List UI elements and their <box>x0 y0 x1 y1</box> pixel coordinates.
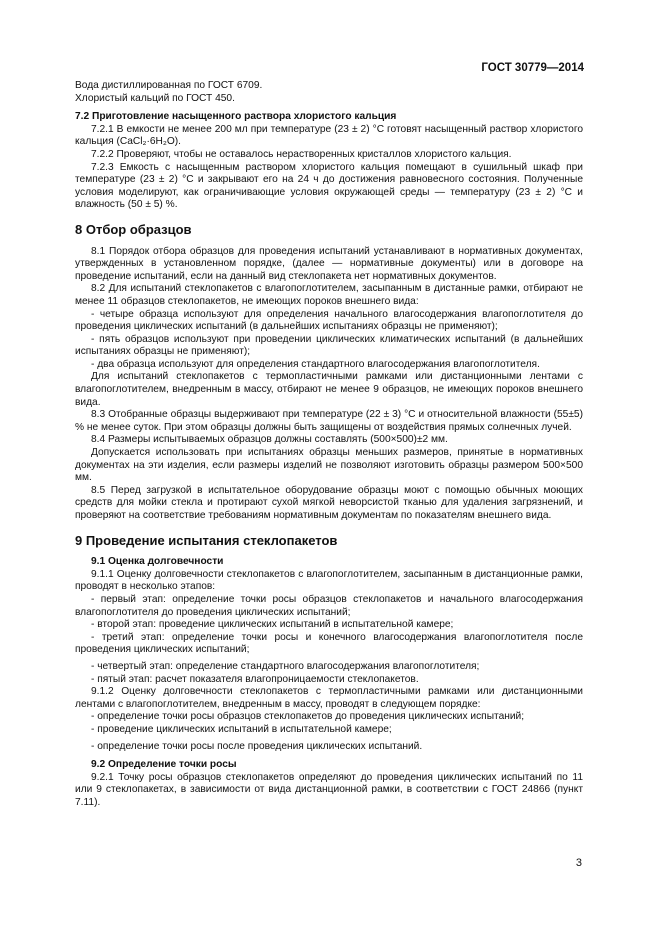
paragraph: 7.2.1 В емкости не менее 200 мл при температуре (23 ± 2) °С готовят насыщенный раствор хлористого кальция (CaCl₂·6H₂O). <box>75 123 583 148</box>
list-item: - определение точки росы образцов стеклопакетов до проведения циклических испытаний; <box>91 711 525 723</box>
list-item: - определение точки росы после проведения циклических испытаний. <box>91 740 423 752</box>
paragraph: 9.1.2 Оценку долговечности стеклопакетов с термопластичными рамками или дистанционными лентами с влагопоглотителем, внедренным в массу, проводят в следующем порядке: <box>75 686 583 710</box>
text-line: Вода дистиллированная по ГОСТ 6709. <box>75 80 263 91</box>
list-item: - два образца используют для определения стандартного влагосодержания влагопоглотителя. <box>91 358 540 370</box>
list-item: - четвертый этап: определение стандартного влагосодержания влагопоглотителя; <box>91 660 480 672</box>
subsection-title: 9.1 Оценка долговечности <box>91 556 224 568</box>
section-title: 9 Проведение испытания стеклопакетов <box>75 532 338 548</box>
paragraph: 8.2 Для испытаний стеклопакетов с влагопоглотителем, засыпанным в дистанные рамки, отбирают не менее 11 образцов стеклопакетов, не имеющих пороков внешнего вида: <box>75 283 583 307</box>
document-header: ГОСТ 30779—2014 <box>481 62 584 74</box>
paragraph: Для испытаний стеклопакетов с термопластичными рамками или дистанционными лентами с влагопоглотителем, внедренным в массу, отбирают не менее 9 образцов, не имеющих пороков внешнего вида. <box>75 371 583 408</box>
list-item: - первый этап: определение точки росы образцов стеклопакетов и начального влагосодержания влагопоглотителя до проведения циклических испытаний; <box>75 593 583 618</box>
paragraph: 8.3 Отобранные образцы выдерживают при температуре (22 ± 3) °С и относительной влажности (55±5) % не менее суток. При этом образцы должны быть защищены от воздействия прямых солнечных лучей. <box>75 409 583 433</box>
page-number: 3 <box>575 857 582 869</box>
list-item: - второй этап: проведение циклических испытаний в испытательной камере; <box>91 619 454 631</box>
list-item: - третий этап: определение точки росы и конечного влагосодержания влагопоглотителя после проведения циклических испытаний; <box>75 631 583 656</box>
page-body <box>75 80 583 809</box>
paragraph: 8.4 Размеры испытываемых образцов должны составлять (500×500)±2 мм. <box>91 434 448 446</box>
list-item: - проведение циклических испытаний в испытательной камере; <box>91 723 392 735</box>
paragraph: 9.2.1 Точку росы образцов стеклопакетов определяют до проведения циклических испытаний по 11 или 9 стеклопакетах, в зависимости от вида дистанционной рамки, в соответствии с ГОСТ 24866 (пункт 7.11). <box>75 771 583 808</box>
subsection-title: 9.2 Определение точки росы <box>91 759 237 771</box>
paragraph: 9.1.1 Оценку долговечности стеклопакетов с влагопоглотителем, засыпанным в дистанционные рамки, проводят в несколько этапов: <box>75 568 583 593</box>
list-item: - пятый этап: расчет показателя влагопроницаемости стеклопакетов. <box>91 673 419 685</box>
paragraph: 7.2.2 Проверяют, чтобы не оставалось нерастворенных кристаллов хлористого кальция. <box>91 148 512 160</box>
paragraph: 7.2.3 Емкость с насыщенным раствором хлористого кальция помещают в сушильный шкаф при температуре (23 ± 2) °С и закрывают его на 24 ч до достижения равновесного состояния. Полученные условия моделируют, как ограничивающие условия окружающей среды — температуру (23 ± 2) °С и влажность (50 ± 5) %. <box>75 161 583 211</box>
paragraph: 8.5 Перед загрузкой в испытательное оборудование образцы моют с помощью обычных моющих средств для мойки стекла и протирают сухой мягкой неворсистой тканью для удаления загрязнений, и проверяют на соответствие требованиям нормативным документам по показателям внешнего вида. <box>75 484 583 521</box>
list-item: - пять образцов используют при проведении циклических климатических испытаний (в дальнейших испытаниях образцы не применяют); <box>75 333 583 358</box>
section-title: 8 Отбор образцов <box>75 221 192 237</box>
subsection-title: 7.2 Приготовление насыщенного раствора хлористого кальция <box>75 111 397 123</box>
paragraph: Допускается использовать при испытаниях образцы меньших размеров, принятые в нормативных документах на эти изделия, если размеры изделий не позволяют изготовить образцы размером 500×500 мм. <box>75 447 583 484</box>
paragraph: 8.1 Порядок отбора образцов для проведения испытаний устанавливают в нормативных документах, утвержденных в установленном порядке, (далее — нормативные документы) или в договоре на проведение испытаний, если на данный вид стеклопакета нет нормативных документов. <box>75 245 583 282</box>
list-item: - четыре образца используют для определения начального влагосодержания влагопоглотителя до проведения циклических испытаний (в дальнейших испытаниях образцы не применяют); <box>75 308 583 333</box>
text-line: Хлористый кальций по ГОСТ 450. <box>75 92 235 104</box>
